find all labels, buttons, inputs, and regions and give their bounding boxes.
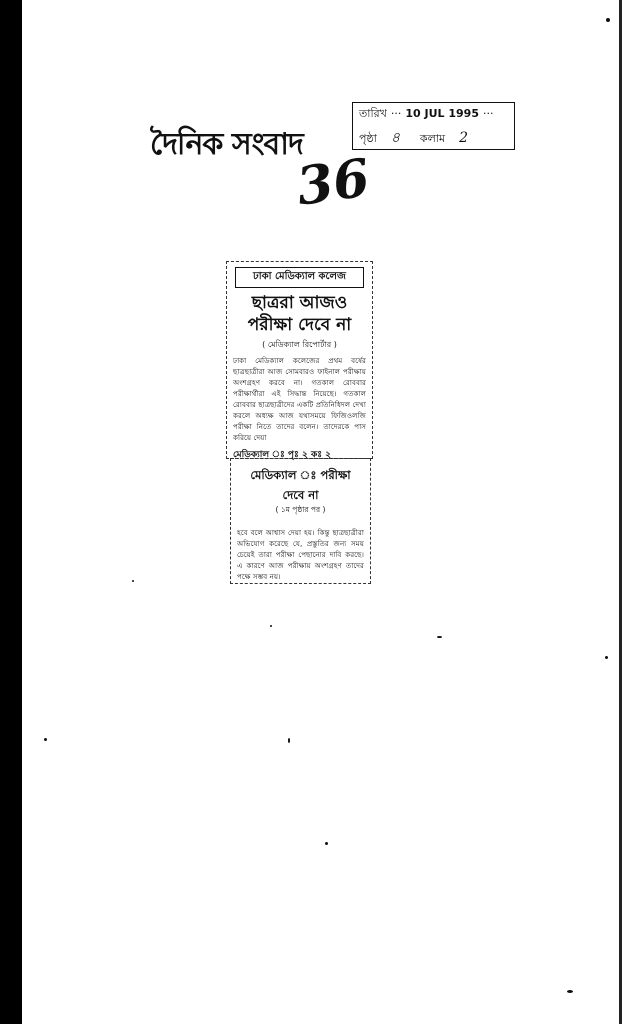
scan-speck <box>132 580 134 582</box>
scan-speck <box>437 636 442 638</box>
archive-stamp <box>352 102 515 150</box>
scan-speck <box>606 18 610 22</box>
article-headline-line2: পরীক্ষা দেবে না <box>247 315 352 335</box>
continuation-headline-line2: দেবে না <box>282 488 319 502</box>
article-jump-line: মেডিক্যাল ঃ পৃঃ ২ কঃ ২ <box>233 450 332 460</box>
article-byline: ( মেডিক্যাল রিপোর্টার ) <box>262 340 337 349</box>
stamp-column-value: 2 <box>459 130 469 146</box>
scan-speck <box>567 990 573 993</box>
stamp-page-row <box>359 126 508 147</box>
continuation-subhead: ( ১ম পৃষ্ঠার পর ) <box>275 505 326 514</box>
scan-speck <box>288 738 290 743</box>
stamp-date-label: তারিখ <box>359 107 387 120</box>
scan-speck <box>605 656 608 659</box>
article-headline-line1: ছাত্ররা আজও <box>251 293 348 313</box>
news-clipping-main <box>226 261 373 459</box>
handwritten-page-number: 36 <box>293 147 374 218</box>
scan-speck <box>270 625 272 627</box>
stamp-date-row: তারিখ ··· 10 JUL 1995 ··· <box>359 105 508 126</box>
stamp-page-value: ৪ <box>390 130 400 146</box>
continuation-headline-line1: মেডিক্যাল ঃ পরীক্ষা <box>250 468 351 482</box>
newspaper-masthead: দৈনিক সংবাদ <box>150 127 303 162</box>
continuation-body: হবে বলে আশ্বাস দেয়া হয়। কিন্তু ছাত্রছাত্রীরা অভিযোগ করেছে যে, প্রস্তুতির জন্য সময় চেয়েই তারা পরীক্ষা পেছানোর দাবি করছে। এ কারণে আজ পরীক্ষায় অংশগ্রহণ তাদের পক্ষে সম্ভব নয়। <box>237 528 364 581</box>
stamp-date-value: 10 JUL 1995 <box>405 107 479 120</box>
news-clipping-continuation <box>230 458 371 584</box>
scan-speck <box>325 842 328 845</box>
scan-left-border <box>0 0 22 1024</box>
stamp-column-label: কলাম <box>419 132 446 145</box>
article-body: ঢাকা মেডিক্যাল কলেজের প্রথম বর্ষের ছাত্রছাত্রীরা আজ সোমবারও ফাইনাল পরীক্ষায় অংশগ্রহণ করবে না। গতকাল রোববার পরীক্ষার্থীরা এই সিদ্ধান্ত নিয়েছে। গতকাল রোববার ছাত্রছাত্রীদের একটি প্রতিনিধিদল দেখা করলে অধ্যক্ষ আজ যথাসময়ে ফিজিওলজি পরীক্ষা নিতে তাদের বলেন। তাদেরকে পাস করিয়ে দেয়া <box>233 356 366 442</box>
article-kicker: ঢাকা মেডিক্যাল কলেজ <box>235 267 364 288</box>
scan-speck <box>44 738 47 741</box>
stamp-page-label: পৃষ্ঠা <box>359 132 377 145</box>
